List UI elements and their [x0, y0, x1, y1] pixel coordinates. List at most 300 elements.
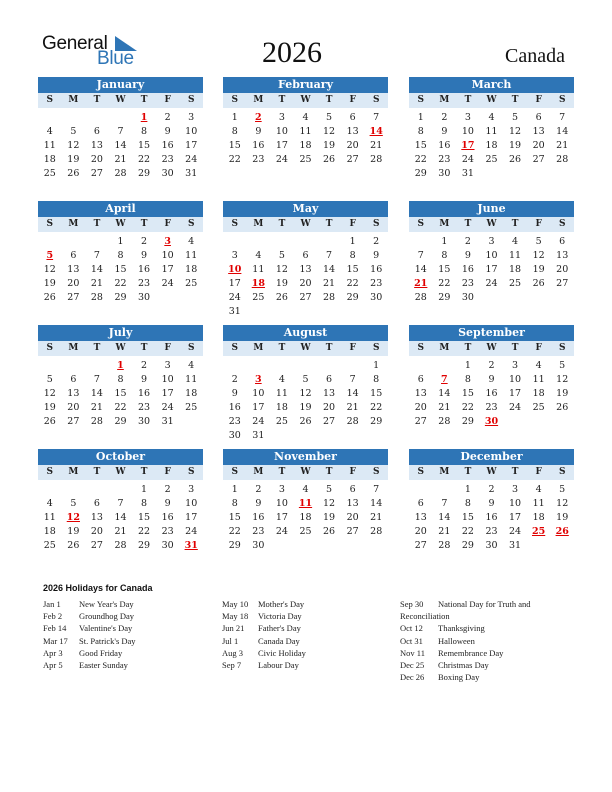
day-cell: 30 [370, 292, 383, 303]
day-cell: 25 [185, 402, 198, 413]
day-cell: 17 [185, 512, 198, 523]
day-cell: 17 [275, 140, 288, 151]
day-cell: 31 [161, 416, 174, 427]
weekday-label: M [68, 219, 79, 229]
holiday-date: Nov 11 [400, 647, 425, 658]
day-cell: 27 [346, 154, 359, 165]
day-cell: 25 [275, 416, 288, 427]
weekday-label: F [164, 95, 171, 105]
day-cell: 14 [114, 140, 127, 151]
holiday-name: St. Patrick's Day [79, 635, 136, 646]
day-cell: 5 [512, 112, 519, 123]
day-cell: 30 [252, 540, 265, 551]
day-cell: 26 [43, 416, 56, 427]
day-cell: 20 [323, 402, 336, 413]
holiday-name: Labour Day [258, 659, 299, 670]
day-cell: 8 [231, 498, 238, 509]
month-february [223, 77, 388, 167]
weekday-label: S [187, 467, 195, 477]
day-cell: 14 [414, 264, 427, 275]
day-cell: 29 [438, 292, 451, 303]
day-cell: 10 [185, 498, 198, 509]
day-cell: 6 [559, 236, 566, 247]
logo-text-general: General [42, 33, 108, 54]
day-cell: 30 [485, 540, 498, 551]
holiday-item-continuation [400, 610, 588, 622]
day-cell: 15 [138, 512, 151, 523]
holiday-name: Mother's Day [258, 599, 305, 609]
empty-cell [62, 483, 86, 497]
day-grid [409, 235, 574, 305]
day-cell: 19 [275, 278, 288, 289]
day-cell: 24 [509, 402, 522, 413]
empty-cell [294, 235, 318, 249]
day-cell: 17 [275, 512, 288, 523]
day-cell: 8 [117, 374, 124, 385]
logo [42, 33, 142, 71]
empty-cell [38, 235, 62, 249]
day-cell: 10 [485, 250, 498, 261]
weekday-label: S [417, 343, 425, 353]
day-cell: 1 [231, 112, 238, 123]
holiday-item [222, 659, 306, 671]
empty-cell [85, 111, 109, 125]
day-cell: 27 [90, 540, 103, 551]
day-cell: 23 [252, 154, 265, 165]
day-cell: 15 [438, 264, 451, 275]
weekday-label: S [417, 219, 425, 229]
day-cell: 13 [346, 126, 359, 137]
empty-cell [409, 483, 433, 497]
day-cell: 29 [138, 540, 151, 551]
holiday-item [43, 622, 136, 634]
day-cell: 21 [438, 402, 451, 413]
empty-cell [109, 483, 133, 497]
empty-cell [38, 111, 62, 125]
weekday-label: T [464, 467, 472, 477]
day-cell: 13 [90, 512, 103, 523]
month-may [223, 201, 388, 319]
day-cell: 21 [90, 278, 103, 289]
weekday-label: T [464, 343, 472, 353]
holiday-date: Oct 12 [400, 623, 423, 634]
day-cell-holiday: 31 [184, 540, 198, 551]
day-cell: 21 [114, 526, 127, 537]
day-cell: 22 [461, 526, 474, 537]
holiday-date: May 18 [222, 611, 249, 622]
weekday-label: S [231, 467, 239, 477]
weekday-label: T [278, 467, 286, 477]
weekday-label: S [187, 343, 195, 353]
day-cell: 29 [228, 540, 241, 551]
day-cell: 21 [90, 402, 103, 413]
day-cell: 28 [90, 292, 103, 303]
day-cell: 12 [323, 126, 336, 137]
day-cell: 26 [509, 154, 522, 165]
holiday-name: National Day for Truth and [438, 599, 531, 609]
day-cell: 6 [326, 374, 333, 385]
day-cell: 26 [299, 416, 312, 427]
day-cell: 5 [278, 250, 285, 261]
day-cell: 29 [114, 416, 127, 427]
month-header: June [409, 201, 574, 217]
day-cell: 19 [323, 512, 336, 523]
weekday-label: S [187, 219, 195, 229]
day-cell: 22 [414, 154, 427, 165]
weekday-label: T [325, 219, 333, 229]
day-cell: 5 [70, 498, 77, 509]
holiday-item [400, 659, 588, 671]
day-cell: 16 [252, 140, 265, 151]
holiday-name-continuation: Reconciliation [400, 611, 450, 622]
day-cell: 18 [299, 140, 312, 151]
holiday-name: Civic Holiday [258, 647, 306, 658]
holiday-date: Dec 26 [400, 672, 425, 683]
day-cell: 14 [370, 498, 383, 509]
holiday-name: Remembrance Day [438, 647, 504, 658]
day-cell: 8 [231, 126, 238, 137]
holiday-name: Victoria Day [258, 611, 302, 622]
month-header: March [409, 77, 574, 93]
holiday-date: Mar 17 [43, 635, 68, 646]
weekday-label: T [278, 343, 286, 353]
empty-cell [317, 359, 341, 373]
empty-cell [85, 359, 109, 373]
day-grid [38, 111, 203, 181]
day-cell: 4 [302, 484, 309, 495]
day-cell-holiday: 1 [117, 360, 124, 371]
day-cell: 4 [188, 236, 195, 247]
day-cell: 20 [532, 140, 545, 151]
day-cell: 1 [417, 112, 424, 123]
day-cell-holiday: 5 [46, 250, 54, 261]
day-grid [38, 483, 203, 553]
day-cell: 2 [231, 374, 238, 385]
day-cell: 23 [228, 416, 241, 427]
day-cell: 4 [535, 484, 542, 495]
day-cell: 16 [370, 264, 383, 275]
day-cell-holiday: 10 [228, 264, 242, 275]
day-cell: 31 [461, 168, 474, 179]
day-cell: 26 [532, 278, 545, 289]
day-cell: 2 [164, 484, 171, 495]
weekday-label: F [164, 343, 171, 353]
day-cell: 11 [532, 374, 545, 385]
day-cell-holiday: 11 [298, 498, 313, 509]
day-cell: 25 [299, 154, 312, 165]
day-cell: 7 [417, 250, 424, 261]
day-cell: 4 [512, 236, 519, 247]
day-cell: 6 [93, 498, 100, 509]
weekday-label: F [349, 95, 356, 105]
weekday-label: S [372, 95, 380, 105]
holiday-item [400, 598, 588, 610]
day-cell: 11 [252, 264, 265, 275]
day-cell: 18 [532, 388, 545, 399]
weekday-label: M [68, 467, 79, 477]
day-cell-holiday: 14 [369, 126, 383, 137]
day-cell: 21 [370, 512, 383, 523]
day-cell: 9 [231, 388, 238, 399]
holiday-date: Dec 25 [400, 659, 425, 670]
month-december [409, 449, 574, 553]
day-cell: 23 [370, 278, 383, 289]
holiday-name: Boxing Day [438, 672, 480, 683]
day-cell: 6 [302, 250, 309, 261]
day-cell: 22 [370, 402, 383, 413]
day-cell: 28 [556, 154, 569, 165]
month-january [38, 77, 203, 181]
day-cell: 1 [373, 360, 380, 371]
day-cell: 23 [461, 278, 474, 289]
day-cell: 17 [509, 512, 522, 523]
day-cell: 18 [532, 512, 545, 523]
day-cell: 7 [117, 126, 124, 137]
day-cell: 27 [532, 154, 545, 165]
day-grid [223, 483, 388, 553]
day-cell: 20 [556, 264, 569, 275]
day-cell: 8 [349, 250, 356, 261]
weekday-label: T [93, 219, 101, 229]
day-cell: 28 [438, 540, 451, 551]
day-cell: 11 [509, 250, 522, 261]
day-cell: 3 [488, 236, 495, 247]
holiday-date: Sep 7 [222, 659, 242, 670]
day-cell: 9 [255, 126, 262, 137]
holiday-item [222, 647, 306, 659]
day-cell: 1 [464, 360, 471, 371]
day-cell: 19 [67, 154, 80, 165]
month-august [223, 325, 388, 443]
day-cell: 2 [255, 484, 262, 495]
day-cell: 23 [138, 278, 151, 289]
day-cell: 30 [138, 292, 151, 303]
day-cell: 24 [185, 154, 198, 165]
weekday-label: F [164, 219, 171, 229]
day-cell: 13 [414, 388, 427, 399]
weekday-label: S [372, 343, 380, 353]
day-cell: 10 [161, 250, 174, 261]
day-cell: 9 [255, 498, 262, 509]
day-cell: 17 [185, 140, 198, 151]
day-cell: 22 [461, 402, 474, 413]
day-cell: 8 [141, 126, 148, 137]
day-cell: 13 [532, 126, 545, 137]
month-header: December [409, 449, 574, 465]
weekday-row [223, 465, 388, 480]
day-cell: 15 [228, 140, 241, 151]
day-cell: 8 [441, 250, 448, 261]
weekday-label: S [231, 95, 239, 105]
holidays-title: 2026 Holidays for Canada [43, 583, 153, 593]
day-cell: 12 [275, 264, 288, 275]
day-cell: 11 [299, 126, 312, 137]
empty-cell [433, 483, 457, 497]
empty-cell [294, 359, 318, 373]
empty-cell [109, 111, 133, 125]
day-cell: 15 [228, 512, 241, 523]
day-cell: 10 [185, 126, 198, 137]
day-cell: 25 [43, 540, 56, 551]
day-cell: 19 [323, 140, 336, 151]
month-header: February [223, 77, 388, 93]
weekday-label: T [140, 95, 148, 105]
day-cell: 22 [438, 278, 451, 289]
day-cell: 6 [349, 484, 356, 495]
holiday-item [43, 659, 136, 671]
day-cell: 16 [252, 512, 265, 523]
empty-cell [341, 359, 365, 373]
day-cell: 16 [161, 512, 174, 523]
day-cell: 25 [43, 168, 56, 179]
day-cell: 16 [228, 402, 241, 413]
day-cell: 27 [67, 416, 80, 427]
day-cell: 24 [161, 402, 174, 413]
day-cell: 28 [90, 416, 103, 427]
day-cell: 2 [488, 360, 495, 371]
month-september [409, 325, 574, 429]
day-cell: 5 [326, 484, 333, 495]
day-cell: 21 [556, 140, 569, 151]
day-cell: 3 [164, 360, 171, 371]
day-cell: 15 [414, 140, 427, 151]
weekday-label: T [140, 219, 148, 229]
day-cell: 27 [67, 292, 80, 303]
day-cell: 1 [349, 236, 356, 247]
day-cell: 4 [535, 360, 542, 371]
day-cell: 14 [90, 264, 103, 275]
day-cell: 14 [346, 388, 359, 399]
day-cell: 6 [349, 112, 356, 123]
day-cell: 9 [373, 250, 380, 261]
weekday-label: T [93, 467, 101, 477]
weekday-label: S [46, 467, 54, 477]
empty-cell [223, 359, 247, 373]
weekday-label: S [46, 343, 54, 353]
day-cell: 22 [228, 526, 241, 537]
weekday-label: M [253, 95, 264, 105]
day-cell: 31 [228, 306, 241, 317]
weekday-row [38, 93, 203, 108]
holiday-name: Halloween [438, 635, 475, 646]
month-header: May [223, 201, 388, 217]
weekday-row [223, 217, 388, 232]
day-cell: 1 [117, 236, 124, 247]
day-cell: 15 [114, 264, 127, 275]
holiday-date: Apr 3 [43, 647, 63, 658]
day-cell: 12 [43, 388, 56, 399]
day-cell: 25 [485, 154, 498, 165]
day-cell: 26 [323, 154, 336, 165]
day-cell: 23 [161, 154, 174, 165]
day-cell: 11 [275, 388, 288, 399]
empty-cell [433, 359, 457, 373]
day-cell: 24 [509, 526, 522, 537]
month-april [38, 201, 203, 305]
day-cell-holiday: 3 [164, 236, 171, 247]
day-cell: 30 [138, 416, 151, 427]
holiday-date: Apr 5 [43, 659, 63, 670]
day-cell: 1 [464, 484, 471, 495]
day-cell: 27 [90, 168, 103, 179]
day-cell: 10 [509, 374, 522, 385]
day-cell: 23 [252, 526, 265, 537]
day-cell: 24 [275, 154, 288, 165]
day-cell: 7 [349, 374, 356, 385]
day-cell: 15 [346, 264, 359, 275]
day-cell: 16 [461, 264, 474, 275]
day-cell: 8 [417, 126, 424, 137]
holiday-item [222, 610, 306, 622]
day-cell: 17 [509, 388, 522, 399]
day-cell: 3 [231, 250, 238, 261]
day-cell: 28 [346, 416, 359, 427]
day-cell: 7 [559, 112, 566, 123]
weekday-label: M [439, 95, 450, 105]
day-cell: 2 [441, 112, 448, 123]
day-cell-holiday: 26 [555, 526, 569, 537]
day-cell: 12 [323, 498, 336, 509]
empty-cell [409, 235, 433, 249]
day-cell: 16 [138, 264, 151, 275]
day-cell: 20 [299, 278, 312, 289]
empty-cell [317, 235, 341, 249]
day-cell: 12 [509, 126, 522, 137]
day-cell: 9 [164, 498, 171, 509]
day-cell: 5 [326, 112, 333, 123]
day-cell: 13 [67, 388, 80, 399]
day-cell: 19 [43, 402, 56, 413]
holiday-item [222, 635, 306, 647]
day-cell: 28 [114, 540, 127, 551]
logo-text-blue: Blue [97, 48, 134, 69]
day-cell: 25 [532, 402, 545, 413]
day-cell: 12 [556, 374, 569, 385]
holiday-name: Christmas Day [438, 659, 489, 670]
day-cell: 8 [373, 374, 380, 385]
day-cell: 13 [414, 512, 427, 523]
weekday-label: W [486, 343, 497, 353]
day-cell: 21 [438, 526, 451, 537]
day-cell: 26 [67, 168, 80, 179]
holiday-date: Oct 31 [400, 635, 423, 646]
day-cell: 17 [228, 278, 241, 289]
day-cell: 4 [255, 250, 262, 261]
day-cell: 18 [509, 264, 522, 275]
day-cell: 28 [414, 292, 427, 303]
day-cell: 22 [228, 154, 241, 165]
day-cell: 22 [114, 278, 127, 289]
weekday-label: T [325, 343, 333, 353]
month-header: August [223, 325, 388, 341]
weekday-label: S [46, 219, 54, 229]
day-cell: 12 [43, 264, 56, 275]
day-cell: 4 [302, 112, 309, 123]
day-cell: 30 [161, 540, 174, 551]
day-cell: 9 [164, 126, 171, 137]
day-cell: 25 [509, 278, 522, 289]
day-cell: 8 [464, 374, 471, 385]
month-july [38, 325, 203, 429]
weekday-label: T [278, 219, 286, 229]
holiday-item [400, 622, 588, 634]
holiday-date: Aug 3 [222, 647, 244, 658]
weekday-label: W [486, 467, 497, 477]
day-cell: 16 [161, 140, 174, 151]
day-cell: 13 [556, 250, 569, 261]
weekday-row [38, 465, 203, 480]
day-cell: 17 [485, 264, 498, 275]
